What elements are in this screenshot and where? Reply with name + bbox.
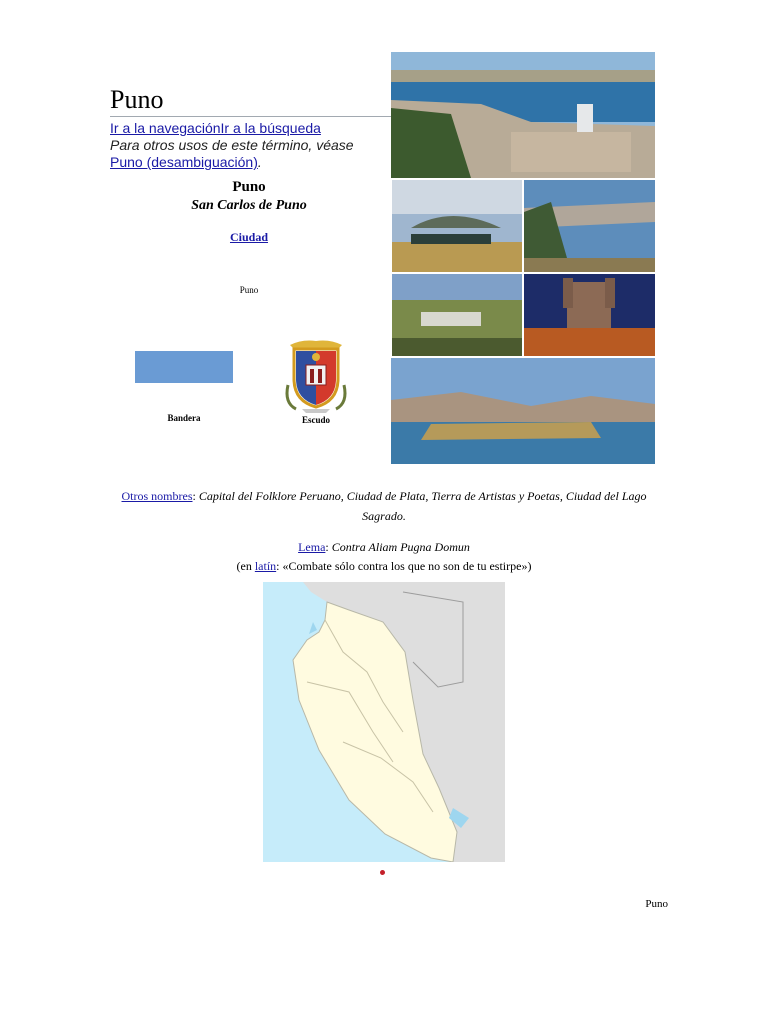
page-title: Puno xyxy=(110,85,164,114)
disambiguation-link[interactable]: Puno (desambiguación) xyxy=(110,154,258,170)
infobox-image-label: Puno xyxy=(239,285,259,295)
motto-row xyxy=(100,538,668,576)
collage-photo-uros-islands xyxy=(391,358,655,464)
collage-photo-lake-view xyxy=(524,180,655,272)
motto-line xyxy=(100,538,668,557)
motto-colon: : xyxy=(325,540,332,554)
location-marker-icon xyxy=(380,870,385,875)
other-names-value: Capital del Folklore Peruano, Ciudad de Plata, Tierra de Artistas y Poetas, Ciudad del Lago Sagrado. xyxy=(198,489,647,523)
latin-link[interactable]: latín xyxy=(254,559,277,573)
title-divider xyxy=(110,116,392,117)
collage-photo-boat xyxy=(392,180,522,272)
coat-caption: Escudo xyxy=(301,415,330,425)
motto-translation xyxy=(100,557,668,576)
coat-of-arms-image[interactable] xyxy=(282,335,350,415)
motto-value: Contra Aliam Pugna Domun xyxy=(331,540,470,554)
infobox-native-name: San Carlos de Puno xyxy=(191,198,307,213)
other-names-row xyxy=(100,486,668,526)
collage-photo-cathedral xyxy=(524,274,655,356)
motto-link[interactable]: Lema xyxy=(298,540,326,554)
photo-collage[interactable] xyxy=(391,52,655,464)
ciudad-link[interactable]: Ciudad xyxy=(229,230,269,244)
motto-translation-text: : «Combate sólo contra los que no son de tu estirpe») xyxy=(276,559,532,573)
collage-photo-city-lake xyxy=(391,52,655,178)
other-names-colon: : xyxy=(192,489,199,503)
skip-navigation-link[interactable]: Ir a la navegaciónIr a la búsqueda xyxy=(110,120,321,136)
collage-photo-village xyxy=(392,274,522,356)
other-names-link[interactable]: Otros nombres xyxy=(121,489,193,503)
skip-links[interactable] xyxy=(110,120,321,137)
flag-caption: Bandera xyxy=(167,413,201,423)
hatnote xyxy=(110,137,360,171)
motto-lang-prefix: (en xyxy=(236,559,255,573)
infobox-type xyxy=(210,230,288,245)
hatnote-suffix: . xyxy=(257,154,262,170)
map-caption: Puno xyxy=(645,898,668,910)
infobox-name: Puno xyxy=(232,179,266,195)
hatnote-text: Para otros usos de este término, véase xyxy=(110,137,354,153)
flag-image[interactable] xyxy=(135,351,233,383)
location-map[interactable] xyxy=(263,582,505,862)
